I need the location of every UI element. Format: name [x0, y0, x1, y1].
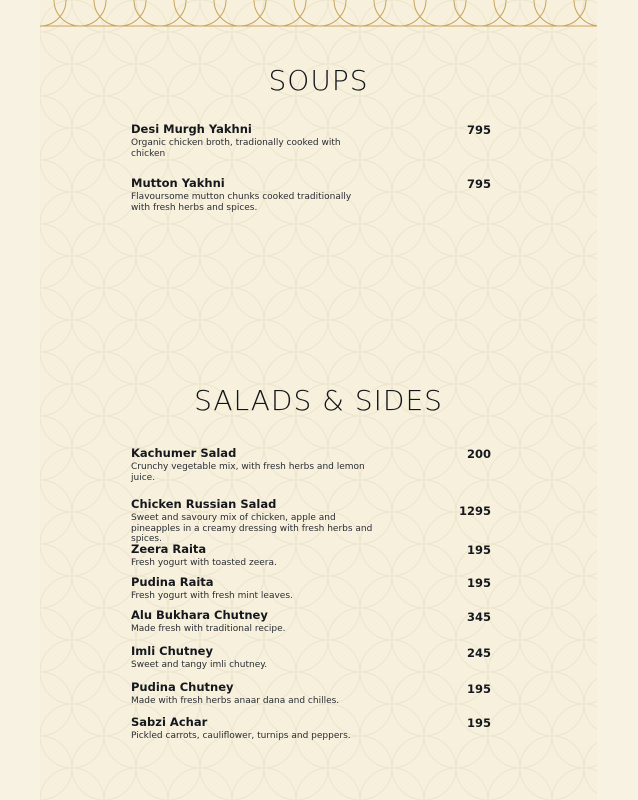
item-price: 245 — [466, 646, 491, 660]
menu-item — [131, 681, 491, 707]
item-name: Kachumer Salad — [131, 446, 237, 460]
item-description: Made with fresh herbs anaar dana and chilles. — [131, 696, 340, 706]
top-ornament-border — [40, 0, 597, 28]
menu-item — [131, 123, 491, 159]
menu-item — [131, 716, 491, 742]
item-description: Pickled carrots, cauliflower, turnips and peppers. — [131, 731, 351, 741]
item-price: 195 — [466, 682, 491, 696]
item-price: 195 — [466, 576, 491, 590]
section-title-salads-sides: SALADS & SIDES — [194, 384, 443, 417]
item-description: Organic chicken broth, tradionally cooked with chicken — [131, 138, 341, 159]
item-price: 200 — [466, 447, 491, 461]
item-name: Zeera Raita — [131, 542, 207, 556]
item-name: Alu Bukhara Chutney — [131, 608, 268, 622]
item-price: 795 — [466, 123, 491, 137]
item-name: Desi Murgh Yakhni — [131, 122, 252, 136]
item-description: Flavoursome mutton chunks cooked traditionally with fresh herbs and spices. — [131, 192, 352, 213]
item-price: 795 — [466, 177, 491, 191]
item-name: Pudina Raita — [131, 575, 214, 589]
item-description: Fresh yogurt with toasted zeera. — [131, 558, 277, 568]
item-name: Pudina Chutney — [131, 680, 234, 694]
item-description: Crunchy vegetable mix, with fresh herbs and lemon juice. — [131, 462, 365, 483]
menu-item — [131, 498, 491, 545]
item-price: 195 — [466, 543, 491, 557]
item-description: Sweet and savoury mix of chicken, apple and pineapples in a creamy dressing with fresh herbs and spices. — [131, 513, 373, 544]
item-name: Mutton Yakhni — [131, 176, 225, 190]
item-name: Sabzi Achar — [131, 715, 208, 729]
menu-item — [131, 543, 491, 569]
item-name: Imli Chutney — [131, 644, 213, 658]
section-title-soups: SOUPS — [268, 64, 369, 97]
item-description: Fresh yogurt with fresh mint leaves. — [131, 591, 293, 601]
item-description: Sweet and tangy imli chutney. — [131, 660, 268, 670]
menu-item — [131, 447, 491, 483]
menu-item — [131, 177, 491, 213]
item-price: 345 — [466, 610, 491, 624]
item-name: Chicken Russian Salad — [131, 497, 277, 511]
menu-item — [131, 609, 491, 635]
item-price: 1295 — [458, 504, 491, 518]
menu-page — [40, 0, 597, 800]
item-price: 195 — [466, 716, 491, 730]
item-description: Made fresh with traditional recipe. — [131, 624, 286, 634]
menu-item — [131, 576, 491, 602]
menu-item — [131, 645, 491, 671]
